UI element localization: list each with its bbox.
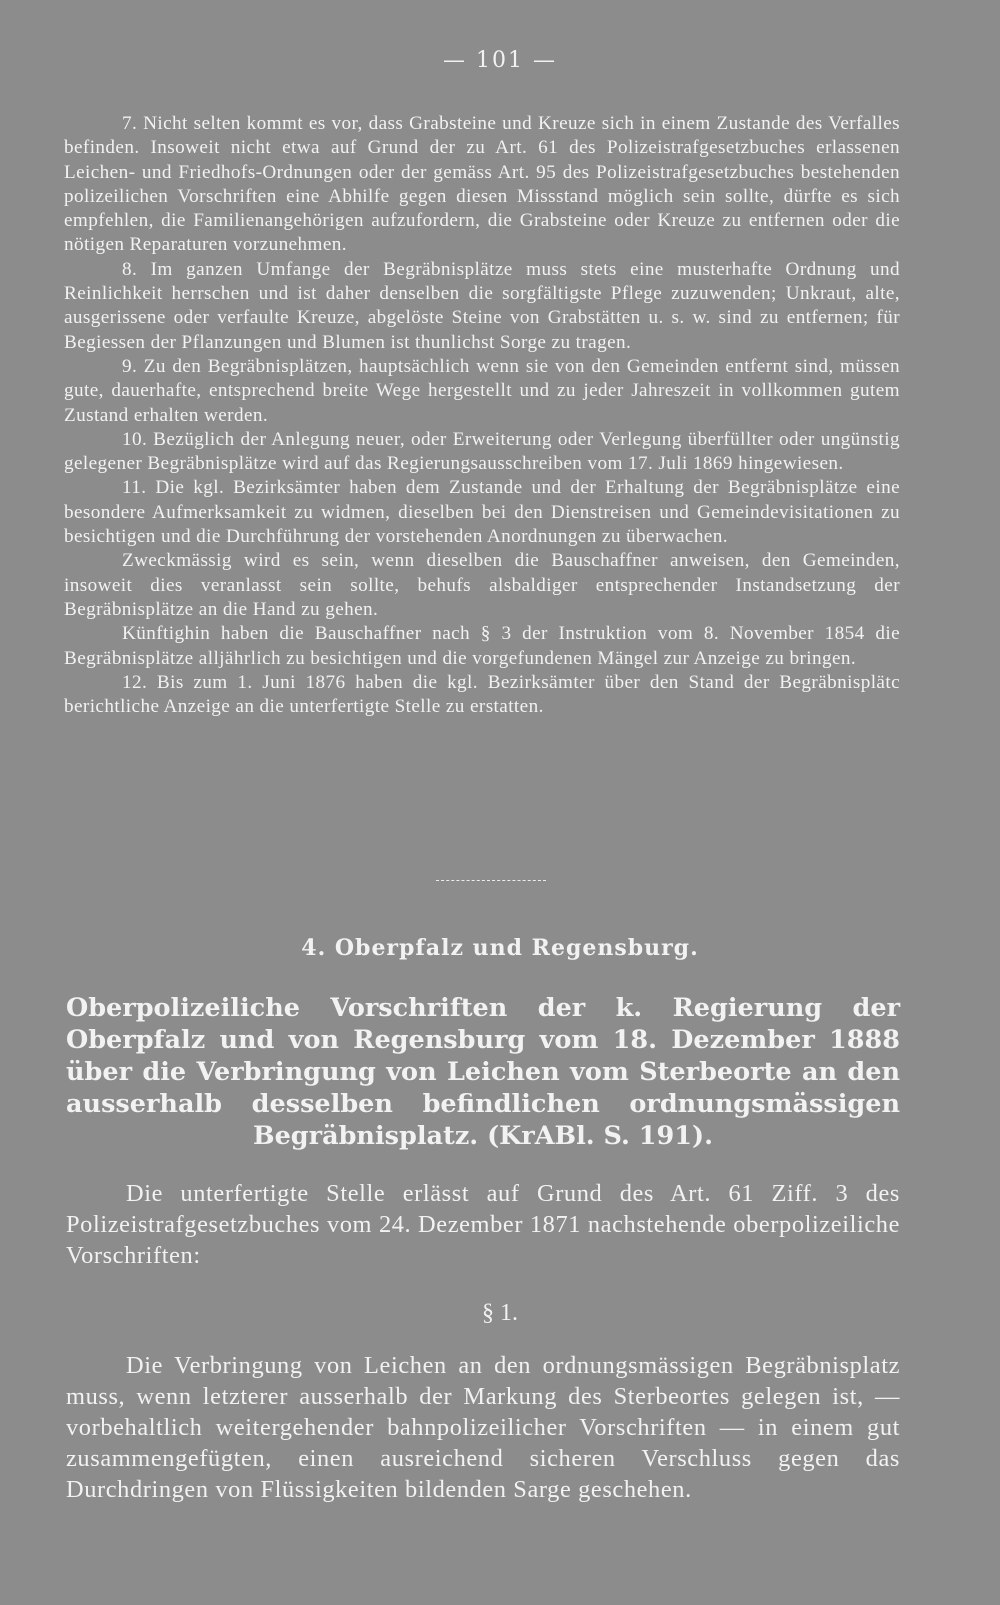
item-7: 7. Nicht selten kommt es vor, dass Grabsteine und Kreuze sich in einem Zustande des Verfalles befinden. Insoweit nicht etwa auf Grund der zu Art. 61 des Polizeistrafgesetzbuches erlassenen Leichen- und Friedhofs-Ordnungen oder der gemäss Art. 95 des Polizeistrafgesetzbuches bestehenden polizeilichen Vorschriften eine Abhilfe gegen diesen Missstand möglich sein sollte, dürfte es sich empfehlen, die Familienangehörigen aufzufordern, die Grabsteine oder Kreuze zu entfernen oder die nötigen Reparaturen vorzunehmen. xyxy=(64,113,900,256)
item-8: 8. Im ganzen Umfange der Begräbnisplätze muss stets eine musterhafte Ordnung und Reinlichkeit herrschen und ist daher denselben die sorgfältigste Pflege zuzuwenden; Unkraut, alte, ausgerissene oder verfaulte Kreuze, abgelöste Steine von Grabstätten u. s. w. sind zu entfernen; für Begiessen der Pflanzungen und Blumen ist thunlichst Sorge zu tragen. xyxy=(64,258,900,353)
section-1-text: Die Verbringung von Leichen an den ordnungsmässigen Begräbnisplatz muss, wenn letzterer ausserhalb der Markung des Sterbeortes gelegen ist, — vorbehaltlich weitergehender bahnpolizeilicher Vorschriften — in einem gut zusammengefügten, einen ausreichend sicheren Verschluss gegen das Durchdringen von Flüssigkeiten bildenden Sarge geschehen. xyxy=(66,1352,900,1503)
item-9: 9. Zu den Begräbnisplätzen, hauptsächlich wenn sie von den Gemeinden entfernt sind, müssen gute, dauerhafte, entsprechend breite Wege hergestellt und zu jeder Jahreszeit in vollkommen gutem Zustand erhalten werden. xyxy=(64,355,900,426)
section-divider xyxy=(436,880,546,881)
intro-block xyxy=(66,1178,900,1271)
item-10: 10. Bezüglich der Anlegung neuer, oder Erweiterung oder Verlegung überfüllter oder ungünstig gelegener Begräbnisplätze wird auf das Regierungsausschreiben vom 17. Juli 1869 hingewiesen. xyxy=(64,428,900,475)
paragraph-marker: § 1. xyxy=(482,1300,518,1326)
section-1-block xyxy=(66,1350,900,1505)
regulation-items xyxy=(64,112,900,719)
item-12: 12. Bis zum 1. Juni 1876 haben die kgl. Bezirksämter über den Stand der Begräbnisplätc berichtliche Anzeige an die unterfertigte Stelle zu erstatten. xyxy=(64,671,900,718)
item-11: 11. Die kgl. Bezirksämter haben dem Zustande und der Erhaltung der Begräbnisplätze eine besondere Aufmerksamkeit zu widmen, dieselben bei den Dienstreisen und Gemeindevisitationen zu besichtigen und die Durchführung der vorstehenden Anordnungen zu überwachen. xyxy=(64,477,900,548)
page-number: — 101 — xyxy=(443,48,557,73)
section-heading: 4. Oberpfalz und Regensburg. xyxy=(301,935,699,961)
intro-text: Die unterfertigte Stelle erlässt auf Grund des Art. 61 Ziff. 3 des Polizeistrafgesetzbuches vom 24. Dezember 1871 nachstehende oberpolizeiliche Vorschriften: xyxy=(66,1180,900,1269)
item-11-paragraph-2: Zweckmässig wird es sein, wenn dieselben die Bauschaffner anweisen, den Gemeinden, insoweit dies veranlasst sein sollte, behufs alsbaldiger entsprechender Instandsetzung der Begräbnisplätze an die Hand zu gehen. xyxy=(64,550,900,620)
item-11-paragraph-3: Künftighin haben die Bauschaffner nach § 3 der Instruktion vom 8. November 1854 die Begräbnisplätze alljährlich zu besichtigen und die vorgefundenen Mängel zur Anzeige zu bringen. xyxy=(64,623,900,669)
regulation-title: Oberpolizeiliche Vorschriften der k. Regierung der Oberpfalz und von Regensburg vom 18. Dezember 1888 über die Verbringung von Leichen vom Sterbeorte an den ausserhalb desselben befindlichen ordnungsmässigen Begräbnisplatz. (KrABl. S. 191). xyxy=(66,993,900,1151)
